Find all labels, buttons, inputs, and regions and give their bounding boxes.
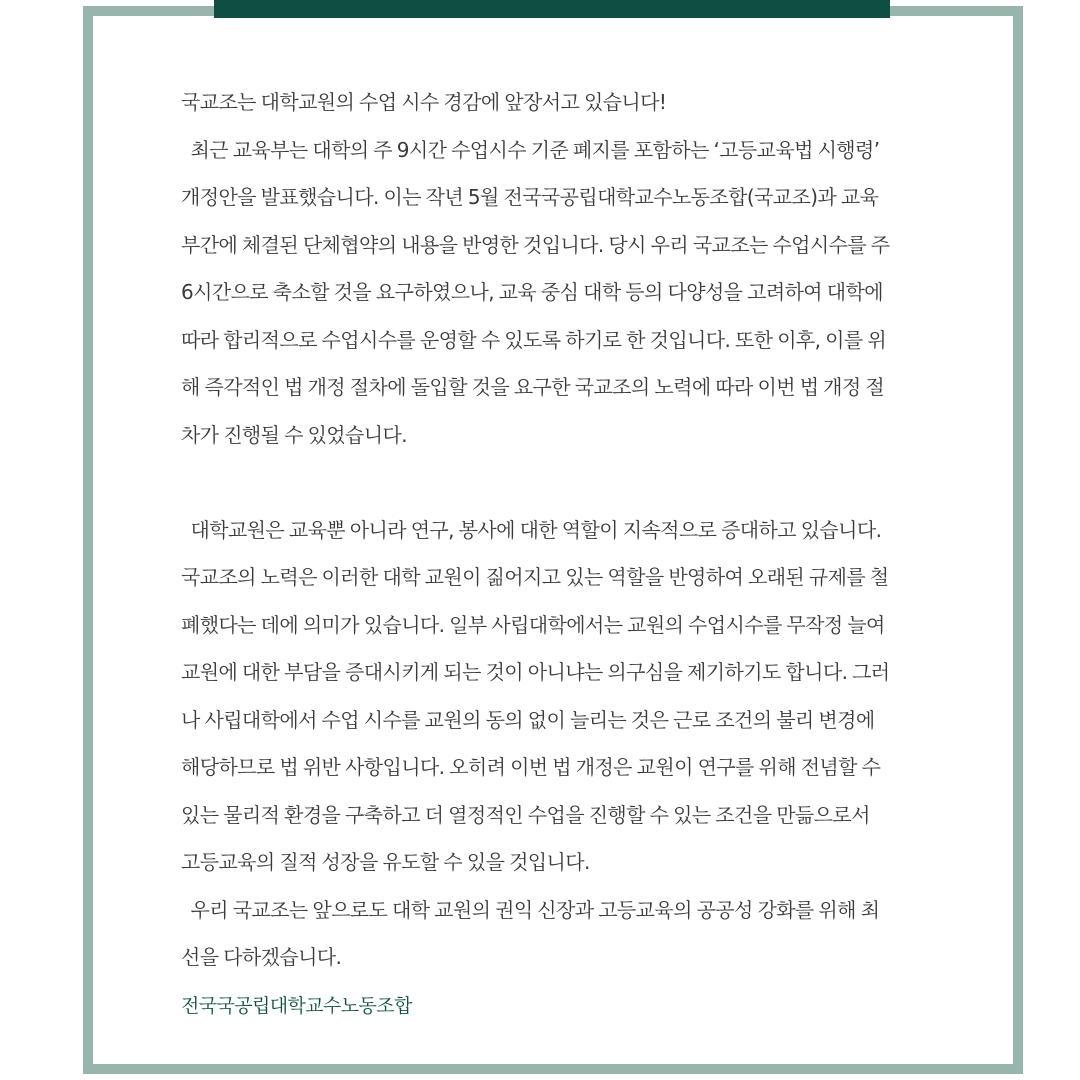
- body-line: 해 즉각적인 법 개정 절차에 돌입할 것을 요구한 국교조의 노력에 따라 이번 법 개정 절: [181, 375, 885, 399]
- accent-bar: [214, 0, 890, 18]
- body-line: 국교조의 노력은 이러한 대학 교원이 짊어지고 있는 역할을 반영하여 오래된 규제를 철: [181, 565, 889, 589]
- body-line: 6시간으로 축소할 것을 요구하였으나, 교육 중심 대학 등의 다양성을 고려하여 대학에: [181, 280, 883, 304]
- body-line: 있는 물리적 환경을 구축하고 더 열정적인 수업을 진행할 수 있는 조건을 만듦으로서: [181, 802, 870, 827]
- body-line: 따라 합리적으로 수업시수를 운영할 수 있도록 하기로 한 것입니다. 또한 이후, 이를 위: [181, 327, 887, 352]
- signature: 전국국공립대학교수노동조합: [181, 995, 412, 1017]
- body-line: 대학교원은 교육뿐 아니라 연구, 봉사에 대한 역할이 지속적으로 증대하고 있습니다.: [181, 517, 882, 542]
- body-line: 고등교육의 질적 성장을 유도할 수 있을 것입니다.: [181, 850, 590, 874]
- body-line: 나 사립대학에서 수업 시수를 교원의 동의 없이 늘리는 것은 근로 조건의 불리 변경에: [181, 707, 875, 732]
- body-line: 우리 국교조는 앞으로도 대학 교원의 권익 신장과 고등교육의 공공성 강화를 위해 최: [181, 897, 880, 922]
- body-line: 부간에 체결된 단체협약의 내용을 반영한 것입니다. 당시 우리 국교조는 수업시수를 주: [181, 232, 890, 257]
- body-line: 폐했다는 데에 의미가 있습니다. 일부 사립대학에서는 교원의 수업시수를 무작정 늘여: [181, 612, 885, 637]
- paragraph-gap: [181, 464, 971, 512]
- body-line: 선을 다하겠습니다.: [181, 945, 342, 969]
- body-line: 국교조는 대학교원의 수업 시수 경감에 앞장서고 있습니다!: [181, 90, 667, 114]
- body-line: 최근 교육부는 대학의 주 9시간 수업시수 기준 폐지를 포함하는 ‘고등교육법 시행령’: [181, 137, 880, 162]
- body-line: 차가 진행될 수 있었습니다.: [181, 422, 407, 447]
- body-line: 개정안을 발표했습니다. 이는 작년 5월 전국국공립대학교수노동조합(국교조)과 교육: [181, 185, 879, 209]
- body-line: 교원에 대한 부담을 증대시키게 되는 것이 아니냐는 의구심을 제기하기도 합니다. 그러: [181, 660, 890, 684]
- document-body: [181, 84, 971, 987]
- body-line: 해당하므로 법 위반 사항입니다. 오히려 이번 법 개정은 교원이 연구를 위해 전념할 수: [181, 755, 881, 779]
